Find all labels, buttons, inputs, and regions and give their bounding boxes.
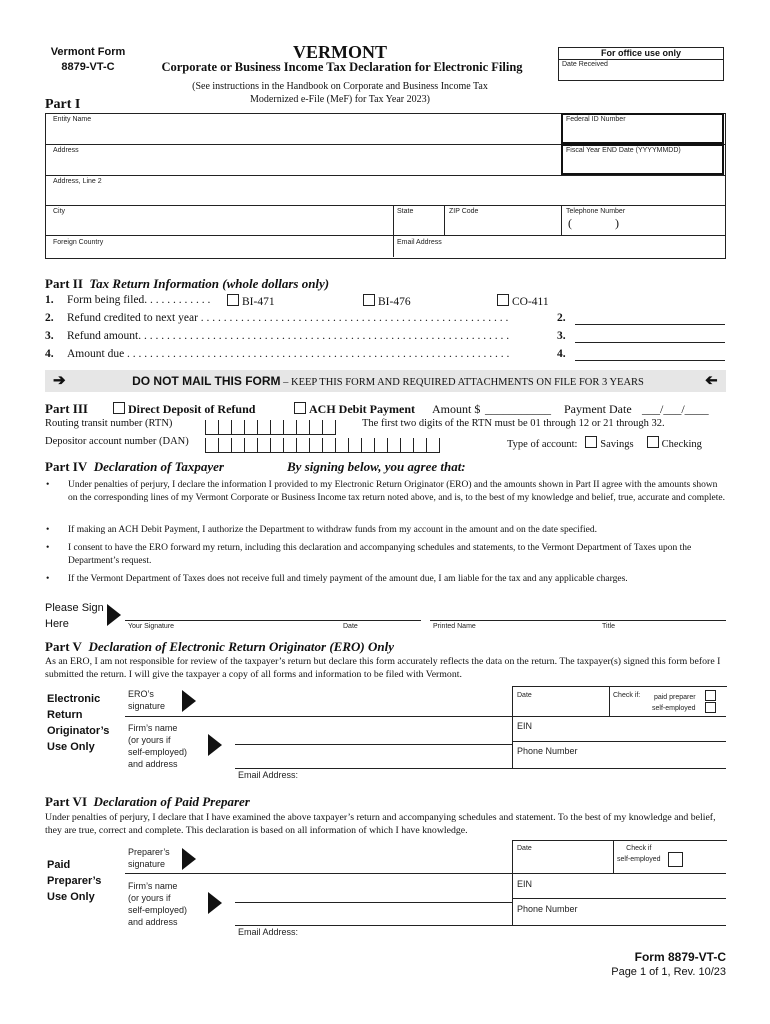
ero-email-label: Email Address: [238, 770, 299, 780]
preparer-use-only-label: Paid Preparer’s Use Only [47, 859, 102, 903]
bi476-option[interactable]: BI-476 [363, 294, 411, 308]
ero-firm-name-line[interactable] [235, 744, 512, 745]
payment-date-field[interactable]: ___/___/____ [642, 402, 709, 416]
ero-firm-address-line[interactable] [235, 768, 726, 769]
line2-row: 2. Refund credited to next year . . . . . . . . . . . . . . . . . . . . . . . . . . . . . . . . . . . . . . . . . . . . . . . . . . . . . . 2. [45, 312, 735, 330]
part2-heading: Part II Tax Return Information (whole dollars only) [45, 276, 330, 291]
line3-row: 3. Refund amount. . . . . . . . . . . . . . . . . . . . . . . . . . . . . . . . . . . . . . . . . . . . . . . . . . . . . . . . . . . . . . . . . 3. [45, 330, 735, 348]
left-arrow-icon: ➔ [705, 373, 718, 389]
right-arrow-icon: ➔ [53, 373, 66, 389]
co411-option[interactable]: CO-411 [497, 294, 549, 308]
preparer-phone-label: Phone Number [517, 904, 578, 914]
printed-name-label: Printed Name [433, 623, 476, 630]
declaration-bullet-3: • I consent to have the ERO forward my return, including this declaration and accompanying schedules and statements, to the Vermont Department of Taxes upon the Department’s request. [46, 543, 692, 566]
preparer-firm-address-line[interactable] [235, 925, 726, 926]
amount-label: Amount $ [432, 402, 481, 416]
your-signature-label: Your Signature [128, 623, 175, 630]
bi471-option[interactable]: BI-471 [227, 294, 275, 308]
ero-check-options: paid preparer self-employed [652, 694, 696, 712]
preparer-date-label: Date [517, 845, 532, 852]
office-use-box [558, 47, 724, 81]
ero-check-if-label: Check if: [613, 692, 641, 699]
part5-heading: Part V Declaration of Electronic Return Originator (ERO) Only [45, 639, 394, 654]
address-label: Address [53, 147, 79, 154]
ero-ein-label: EIN [517, 721, 533, 731]
city-label: City [53, 208, 66, 215]
declaration-bullet-4: • If the Vermont Department of Taxes does not receive full and timely payment of the amount due, I am liable for the tax and any applicable charges. [46, 574, 628, 584]
account-type-row: Type of account: Savings Checking [507, 436, 702, 450]
bi476-checkbox[interactable] [363, 294, 375, 306]
checking-option[interactable]: Checking [647, 439, 702, 450]
savings-checkbox[interactable] [585, 436, 597, 448]
preparer-check-if-label: Check if self-employed [617, 845, 661, 863]
taxpayer-signature-line[interactable] [125, 620, 421, 621]
do-not-mail-banner: ➔ DO NOT MAIL THIS FORM – KEEP THIS FORM AND REQUIRED ATTACHMENTS ON FILE FOR 3 YEARS ➔ [45, 370, 726, 392]
ach-debit-option[interactable]: ACH Debit Payment [294, 402, 415, 417]
line1-row: 1. Form being filed. . . . . . . . . . . . BI-471 BI-476 CO-411 [45, 294, 549, 308]
amount-due-field[interactable] [575, 360, 725, 361]
rtn-digit-boxes[interactable] [205, 418, 336, 434]
amount-field[interactable]: ___________ [485, 402, 551, 416]
declaration-bullet-2: • If making an ACH Debit Payment, I authorize the Department to withdraw funds from my account in the amount and on the date specified. [46, 525, 597, 535]
part4-heading: Part IV Declaration of Taxpayer By signing below, you agree that: [45, 459, 466, 474]
ero-paid-preparer-checkbox[interactable] [705, 690, 716, 701]
federal-id-label: Federal ID Number [566, 116, 626, 123]
preparer-self-employed-checkbox[interactable] [668, 852, 683, 867]
checking-checkbox[interactable] [647, 436, 659, 448]
preparer-ein-label: EIN [517, 879, 533, 889]
date-received-label: Date Received [562, 61, 608, 68]
co411-checkbox[interactable] [497, 294, 509, 306]
preparer-firm-name-line[interactable] [235, 902, 512, 903]
refund-credited-field[interactable] [575, 324, 725, 325]
part6-text: Under penalties of perjury, I declare that I have examined the above taxpayer’s return and accompanying schedules and statement. To the best of my knowledge and belief, they are true, correct and complete. This declaration is based on all information of which I have knowledge. [45, 812, 716, 836]
payment-date-label: Payment Date [564, 402, 632, 416]
printed-name-line[interactable] [430, 620, 726, 621]
refund-amount-field[interactable] [575, 342, 725, 343]
entity-name-label: Entity Name [53, 116, 92, 123]
dan-digit-boxes[interactable] [205, 436, 440, 452]
dan-label: Depositor account number (DAN) [45, 436, 189, 447]
title-label: Title [602, 623, 615, 630]
instructions-note: (See instructions in the Handbook on Corporate and Business Income Tax Modernized e-File (MeF) for Tax Year 2023) [192, 81, 488, 105]
fiscal-year-label: Fiscal Year END Date (YYYYMMDD) [566, 147, 681, 154]
ach-debit-checkbox[interactable] [294, 402, 306, 414]
please-sign-here: Please Sign Here [45, 602, 104, 630]
part6-heading: Part VI Declaration of Paid Preparer [45, 794, 250, 809]
part5-text: As an ERO, I am not responsible for review of the taxpayer’s return but declare this form accurately reflects the data on the return. The taxpayer(s) signed this form before I submitted the return. I will give the taxpayer a copy of all forms and information to be filed with Vermont. [45, 656, 721, 680]
savings-option[interactable]: Savings [585, 439, 633, 450]
line4-row: 4. Amount due . . . . . . . . . . . . . . . . . . . . . . . . . . . . . . . . . . . . . . . . . . . . . . . . . . . . . . . . . . . . . . . . . . . 4. [45, 348, 735, 366]
sign-here-arrow-icon [107, 604, 121, 626]
telephone-label: Telephone Number [566, 208, 626, 215]
preparer-signature-line[interactable] [125, 873, 726, 874]
ero-signature-label: ERO’s signature [128, 689, 166, 711]
footer-form-number: Form 8879-VT-C [634, 950, 726, 964]
part2-lines [45, 294, 735, 366]
ero-firm-label: Firm’s name (or yours if self-employed) and address [128, 723, 188, 769]
ero-signature-arrow-icon [182, 690, 196, 712]
preparer-email-label: Email Address: [238, 927, 299, 937]
preparer-signature-arrow-icon [182, 848, 196, 870]
state-label: State [397, 208, 414, 215]
part3-header-row: Part III Direct Deposit of Refund ACH Debit Payment Amount $ ___________ Payment Date ___/___/____ [45, 401, 709, 416]
bi471-checkbox[interactable] [227, 294, 239, 306]
direct-deposit-checkbox[interactable] [113, 402, 125, 414]
phone-paren-open: ( [568, 216, 572, 230]
rtn-label: Routing transit number (RTN) [45, 418, 173, 429]
ero-firm-arrow-icon [208, 734, 222, 756]
ero-self-employed-checkbox[interactable] [705, 702, 716, 713]
form-title: Corporate or Business Income Tax Declaration for Electronic Filing [161, 60, 523, 74]
part1-title: Part I [45, 97, 81, 112]
preparer-firm-arrow-icon [208, 892, 222, 914]
zip-label: ZIP Code [449, 208, 479, 215]
office-use-label: For office use only [559, 48, 723, 60]
address-line2-label: Address, Line 2 [53, 178, 102, 185]
email-label: Email Address [397, 239, 442, 246]
footer-page-number: Page 1 of 1, Rev. 10/23 [611, 966, 726, 978]
phone-paren-close: ) [615, 216, 619, 230]
ero-signature-line[interactable] [125, 716, 726, 717]
direct-deposit-option[interactable]: Direct Deposit of Refund [113, 402, 255, 417]
signature-date-label: Date [343, 623, 358, 630]
rtn-note: The first two digits of the RTN must be 01 through 12 or 21 through 32. [362, 418, 665, 429]
foreign-country-label: Foreign Country [53, 239, 104, 246]
preparer-firm-label: Firm’s name (or yours if self-employed) and address [128, 881, 188, 927]
preparer-signature-label: Preparer’s signature [128, 847, 170, 869]
state-title: VERMONT [293, 42, 387, 62]
declaration-bullet-1: • Under penalties of perjury, I declare the information I provided to my Electronic Return Originator (ERO) and the amounts shown in Part II agree with the amounts shown on the corresponding lines of my Vermont Corporate or Business Income tax return noted above, and is, to the best of my knowledge and belief, true, accurate and complete. [46, 480, 725, 503]
ero-use-only-label: Electronic Return Originator’s Use Only [47, 693, 110, 753]
form-number: Vermont Form 8879-VT-C [50, 46, 126, 73]
ero-date-label: Date [517, 692, 532, 699]
ero-phone-label: Phone Number [517, 746, 578, 756]
